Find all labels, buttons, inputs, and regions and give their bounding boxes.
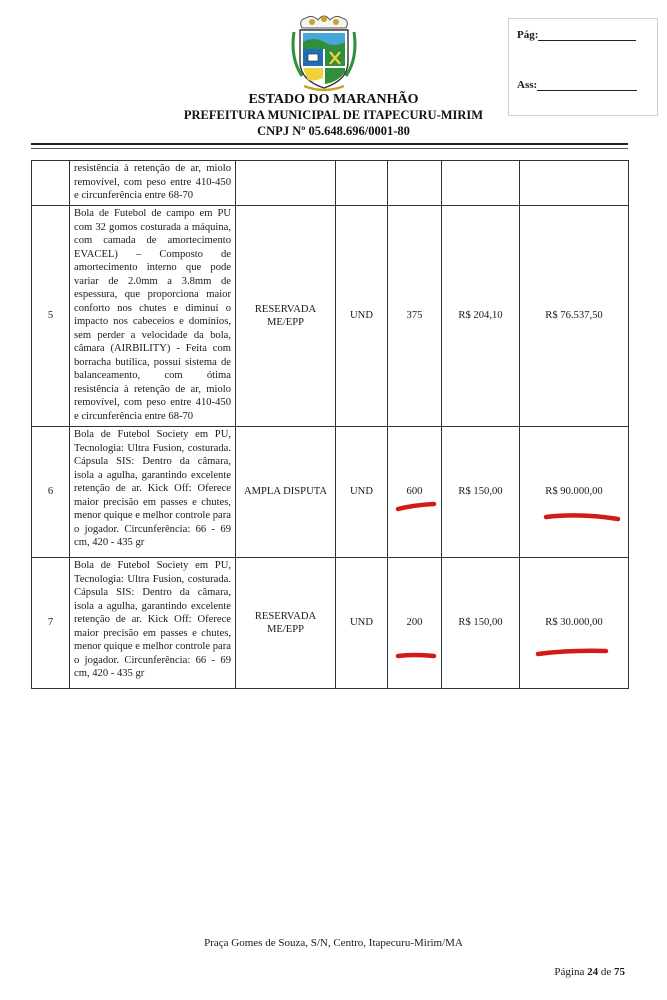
prefecture-heading: PREFEITURA MUNICIPAL DE ITAPECURU-MIRIM [183,108,484,122]
item-description-cell [70,161,236,206]
table-row [32,161,629,206]
item-quantity-cell [388,161,442,206]
signature-field [517,79,637,91]
page-prefix: Página [554,966,585,978]
item-description-cell [70,558,236,689]
signature-field-label: Ass: [517,79,538,91]
item-quantity-cell: 375 [388,206,442,427]
item-number-cell: 6 [32,427,70,558]
table-row [32,427,629,558]
page-current: 24 [587,966,599,978]
items-table [31,160,629,689]
item-type-cell: RESERVADA ME/EPP [236,206,336,427]
item-type-cell [236,161,336,206]
item-total: R$ 30.000,00 [545,617,603,629]
item-unit-cell [336,161,388,206]
state-heading: ESTADO DO MARANHÃO [248,92,419,107]
item-unit-cell: UND [336,427,388,558]
item-total: R$ 90.000,00 [545,486,603,498]
page-field-line [538,30,636,41]
coat-of-arms-emblem [288,12,360,92]
item-number-cell [32,161,70,206]
item-quantity: 200 [406,617,423,629]
header-rule-thin [31,148,628,149]
cnpj-heading: CNPJ Nº 05.648.696/0001-80 [257,124,410,138]
item-description-cell [70,427,236,558]
item-unit-cell: UND [336,558,388,689]
item-total-cell [520,558,629,689]
table-row [32,558,629,689]
item-description: resistência à retenção de ar, miolo removível, com peso entre 410-450 e circunferência entre 68-70 [74,163,231,201]
item-unit-cell: UND [336,206,388,427]
item-number-cell: 5 [32,206,70,427]
page-field [517,29,636,41]
header-rule [31,143,628,145]
item-quantity-cell [388,558,442,689]
item-quantity-cell [388,427,442,558]
item-unit-price-cell: R$ 150,00 [442,558,520,689]
item-unit-price-cell: R$ 150,00 [442,427,520,558]
item-total-cell [520,427,629,558]
item-unit-price-cell: R$ 204,10 [442,206,520,427]
item-type-cell: AMPLA DISPUTA [236,427,336,558]
page-of: de [600,966,612,978]
page-total: 75 [614,966,625,978]
signature-field-line [537,80,637,91]
item-description-cell [70,206,236,427]
item-number-cell: 7 [32,558,70,689]
item-quantity: 600 [406,486,423,498]
item-description: Bola de Futebol de campo em PU com 32 gomos costurada a máquina, com camada de amortecimento EVACEL) – Composto de amortecimento interno que pode variar de 2.0mm a 3.8mm de espessura, que proporciona maior conforto nos chutes e diminuí o impacto nos cabeceios e domínios, sem perder a velocidade da bola, câmara (AIRBILITY) - Feita com borracha butílica, possui sistema de balanceamento, com ótima resistência à retenção de ar, miolo removível, com peso entre 410-450 e circunferência entre 68-70 [74,208,231,422]
page-number [554,966,625,978]
footer-address: Praça Gomes de Souza, S/N, Centro, Itapecuru-Mirim/MA [204,937,463,949]
page-field-label: Pág: [517,29,539,41]
item-description: Bola de Futebol Society em PU, Tecnologia: Ultra Fusion, costurada. Cápsula SIS: Dentro da câmara, isola a agulha, garantindo excelente retenção de ar. Kick Off: Oferece maior precisão em passes e chutes, menor quique e melhor controle para o jogador. Circunferência: 66 - 69 cm, 420 - 435 gr [74,560,231,679]
item-type-cell: RESERVADA ME/EPP [236,558,336,689]
item-description: Bola de Futebol Society em PU, Tecnologia: Ultra Fusion, costurada. Cápsula SIS: Dentro da câmara, isola a agulha, garantindo excelente retenção de ar. Kick Off: Oferece maior precisão em passes e chutes, menor quique e melhor controle para o jogador. Circunferência: 66 - 69 cm, 420 - 435 gr [74,429,231,548]
item-unit-price-cell [442,161,520,206]
table-row [32,206,629,427]
item-total-cell [520,161,629,206]
item-total-cell: R$ 76.537,50 [520,206,629,427]
